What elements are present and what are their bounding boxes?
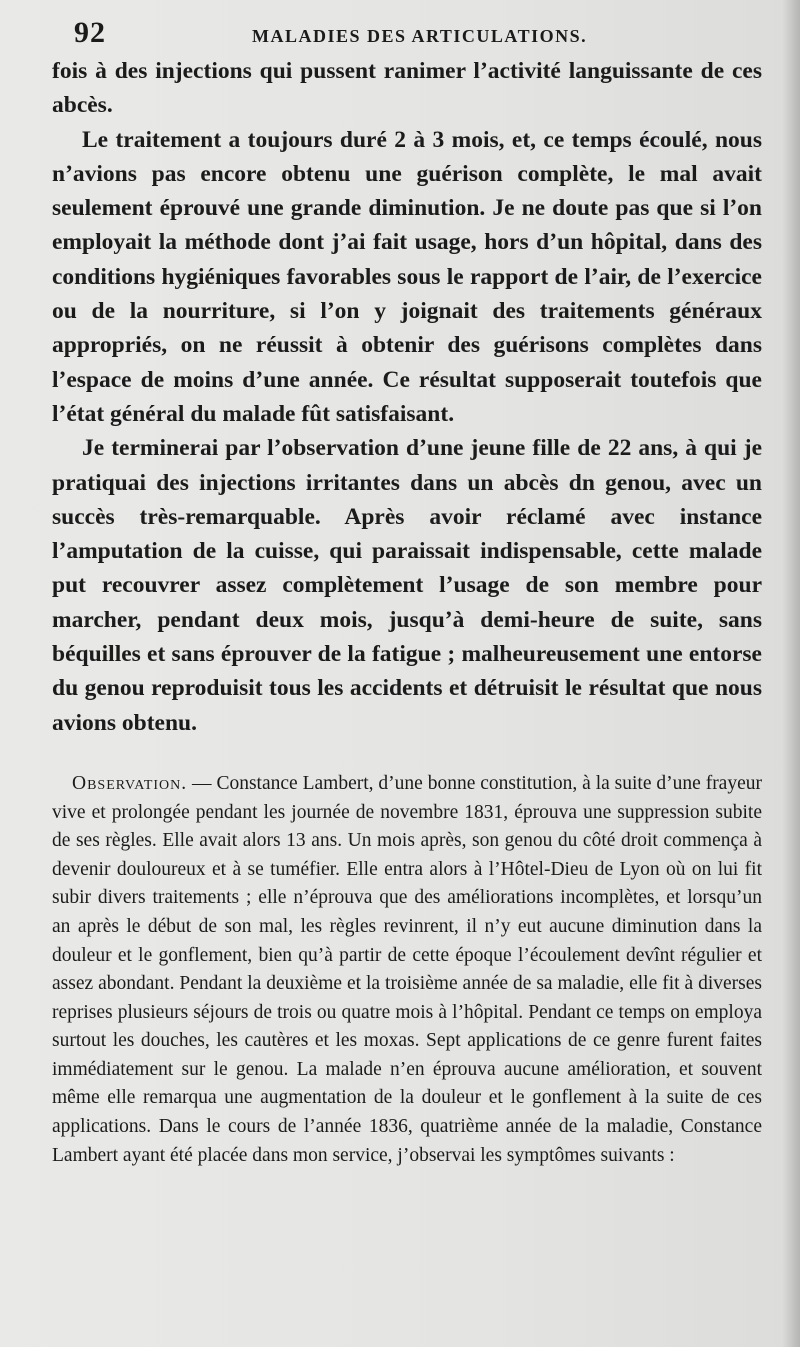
- page-number: 92: [74, 16, 106, 49]
- running-head: MALADIES DES ARTICULATIONS.: [252, 26, 588, 46]
- observation-section: [52, 770, 762, 1170]
- observation-label: Observation.: [72, 772, 188, 794]
- paragraph-3: Je terminerai par l’observation d’une jeune fille de 22 ans, à qui je pratiquai des injections irritantes dans un abcès dn genou, avec un succès très-remarquable. Après avoir réclamé avec instance l’amputation de la cuisse, qui paraissait indispensable, cette malade put recouvrer assez complètement l’usage de son membre pour marcher, pendant deux mois, jusqu’à demi-heure de suite, sans béquilles et sans éprouver de la fatigue ; malheureusement une entorse du genou reproduisit tous les accidents et détruisit le résultat que nous avions obtenu.: [52, 435, 762, 736]
- main-text: [52, 54, 762, 740]
- page-edge-shadow: [782, 0, 800, 1347]
- page-header: [52, 14, 762, 54]
- observation-paragraph: [52, 770, 762, 1170]
- observation-text: — Constance Lambert, d’une bonne constitution, à la suite d’une frayeur vive et prolongée pendant les journée de novembre 1831, éprouva une suppression subite de ses règles. Elle avait alors 13 ans. Un mois après, son genou du côté droit commença à devenir douloureux et à se tuméfier. Elle entra alors à l’Hôtel-Dieu de Lyon où on lui fit subir divers traitements ; elle n’éprouva que des améliorations incomplètes, et lorsqu’un an après le début de son mal, les règles revinrent, il n’y eut aucune diminution dans la douleur et le gonflement, bien qu’à partir de cette époque l’écoulement devînt régulier et assez abondant. Pendant la deuxième et la troisième année de sa maladie, elle fit à diverses reprises plusieurs séjours de trois ou quatre mois à l’hôpital. Pendant ce temps on employa surtout les douches, les cautères et les moxas. Sept applications de ce genre furent faites immédiatement sur le genou. La malade n’en éprouva aucune amélioration, et souvent même elle remarqua une augmentation de la douleur et le gonflement à la suite de ces applications. Dans le cours de l’année 1836, quatrième année de la maladie, Constance Lambert ayant été placée dans mon service, j’observai les symptômes suivants :: [52, 772, 762, 1166]
- section-spacer: [52, 740, 762, 770]
- paragraph-2: Le traitement a toujours duré 2 à 3 mois, et, ce temps écoulé, nous n’avions pas encore obtenu une guérison complète, le mal avait seulement éprouvé une grande diminution. Je ne doute pas que si l’on employait la méthode dont j’ai fait usage, hors d’un hôpital, dans des conditions hygiéniques favorables sous le rapport de l’air, de l’exercice ou de la nourriture, si l’on y joignait des traitements généraux appropriés, on ne réussit à obtenir des guérisons complètes dans l’espace de moins d’une année. Ce résultat supposerait toutefois que l’état général du malade fût satisfaisant.: [52, 126, 762, 427]
- paragraph-1: fois à des injections qui pussent ranimer l’activité languissante de ces abcès.: [52, 58, 762, 119]
